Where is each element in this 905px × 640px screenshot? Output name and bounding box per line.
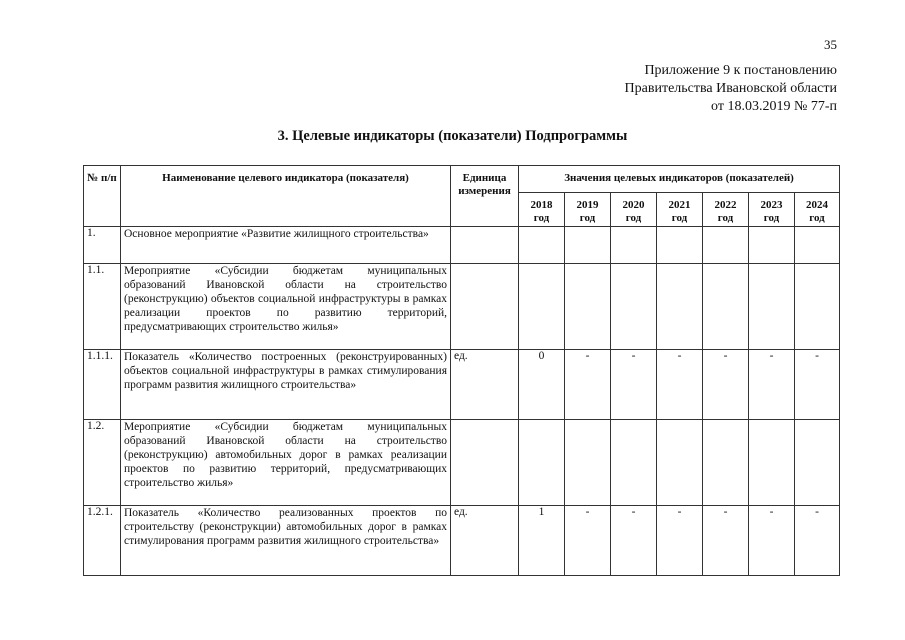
indicator-name: Показатель «Количество реализованных проектов по строительству (реконструкции) автомобильных дорог в рамках стимулирования программ развития жилищного строительства» <box>121 506 451 576</box>
table-row <box>84 227 840 264</box>
value-cell <box>703 264 749 350</box>
indicator-unit <box>451 264 519 350</box>
table-row <box>84 350 840 420</box>
value-cell: - <box>657 506 703 576</box>
value-cell <box>519 227 565 264</box>
column-header-number: № п/п <box>84 166 121 227</box>
column-header-unit: Единица измерения <box>451 166 519 227</box>
column-header-name: Наименование целевого индикатора (показателя) <box>121 166 451 227</box>
table-row <box>84 420 840 506</box>
value-cell: - <box>703 350 749 420</box>
value-cell <box>519 420 565 506</box>
header-line-3: от 18.03.2019 № 77-п <box>711 99 837 114</box>
value-cell: - <box>657 350 703 420</box>
value-cell <box>795 420 840 506</box>
indicator-unit: ед. <box>451 350 519 420</box>
value-cell <box>749 420 795 506</box>
value-cell <box>795 264 840 350</box>
indicator-name: Мероприятие «Субсидии бюджетам муниципальных образований Ивановской области на строительство (реконструкцию) объектов социальной инфраструктуры в рамках реализации проектов по развитию территорий, предусматривающих строительство жилья» <box>121 264 451 350</box>
year-header: 2018 год <box>519 193 565 227</box>
value-cell: - <box>565 506 611 576</box>
value-cell <box>519 264 565 350</box>
indicator-name: Показатель «Количество построенных (реконструированных) объектов социальной инфраструктуры в рамках стимулирования программ развития жилищного строительства» <box>121 350 451 420</box>
value-cell <box>611 227 657 264</box>
document-header <box>625 62 837 116</box>
value-cell: - <box>611 506 657 576</box>
value-cell <box>749 264 795 350</box>
value-cell <box>749 227 795 264</box>
value-cell <box>703 420 749 506</box>
value-cell: - <box>703 506 749 576</box>
indicator-unit: ед. <box>451 506 519 576</box>
value-cell <box>565 227 611 264</box>
row-number: 1.2.1. <box>84 506 121 576</box>
year-header: 2023 год <box>749 193 795 227</box>
year-header: 2022 год <box>703 193 749 227</box>
value-cell: - <box>565 350 611 420</box>
value-cell <box>795 227 840 264</box>
value-cell <box>565 420 611 506</box>
value-cell: 0 <box>519 350 565 420</box>
value-cell: - <box>611 350 657 420</box>
indicators-table <box>83 165 840 576</box>
header-line-2: Правительства Ивановской области <box>624 81 837 96</box>
header-line-1: Приложение 9 к постановлению <box>644 63 837 78</box>
value-cell: 1 <box>519 506 565 576</box>
row-number: 1.1. <box>84 264 121 350</box>
value-cell <box>657 227 703 264</box>
page-number: 35 <box>824 37 837 52</box>
row-number: 1. <box>84 227 121 264</box>
value-cell <box>611 264 657 350</box>
row-number: 1.2. <box>84 420 121 506</box>
year-header: 2020 год <box>611 193 657 227</box>
value-cell: - <box>795 350 840 420</box>
indicator-name: Основное мероприятие «Развитие жилищного строительства» <box>121 227 451 264</box>
value-cell <box>703 227 749 264</box>
row-number: 1.1.1. <box>84 350 121 420</box>
value-cell <box>565 264 611 350</box>
column-header-values: Значения целевых индикаторов (показателей) <box>519 166 840 193</box>
value-cell <box>657 264 703 350</box>
year-header: 2019 год <box>565 193 611 227</box>
value-cell <box>657 420 703 506</box>
table-row <box>84 264 840 350</box>
section-title: 3. Целевые индикаторы (показатели) Подпрограммы <box>277 128 628 144</box>
value-cell: - <box>749 506 795 576</box>
indicator-unit <box>451 227 519 264</box>
value-cell <box>611 420 657 506</box>
indicator-unit <box>451 420 519 506</box>
table-row <box>84 506 840 576</box>
year-header: 2024 год <box>795 193 840 227</box>
indicator-name: Мероприятие «Субсидии бюджетам муниципальных образований Ивановской области на строительство (реконструкцию) автомобильных дорог в рамках реализации проектов по развитию территорий, предусматривающих строительство жилья» <box>121 420 451 506</box>
value-cell: - <box>795 506 840 576</box>
year-header: 2021 год <box>657 193 703 227</box>
table-header-row <box>84 166 840 193</box>
value-cell: - <box>749 350 795 420</box>
